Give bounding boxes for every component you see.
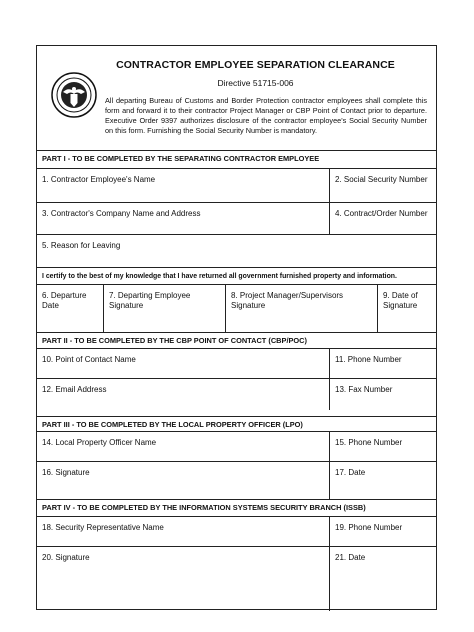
part4-header <box>37 499 436 516</box>
separation-clearance-form <box>36 45 437 610</box>
field-ssn[interactable] <box>329 169 436 202</box>
form-title: CONTRACTOR EMPLOYEE SEPARATION CLEARANCE <box>116 59 395 71</box>
field-company-name-address[interactable] <box>37 203 329 234</box>
field-date-of-signature[interactable] <box>377 285 436 332</box>
part2-row1 <box>37 348 436 378</box>
field-label: 3. Contractor's Company Name and Address <box>42 209 201 218</box>
field-label: 13. Fax Number <box>335 385 393 394</box>
field-label: 15. Phone Number <box>335 438 403 447</box>
field-employee-signature[interactable] <box>103 285 225 332</box>
field-lpo-date[interactable] <box>329 462 436 499</box>
field-label: 17. Date <box>335 468 366 477</box>
field-employee-name[interactable] <box>37 169 329 202</box>
field-supervisor-signature[interactable] <box>225 285 377 332</box>
field-lpo-signature[interactable] <box>37 462 329 499</box>
field-label: 10. Point of Contact Name <box>42 355 136 364</box>
field-label: 2. Social Security Number <box>335 175 428 184</box>
field-label: 9. Date of Signature <box>383 291 418 310</box>
field-security-rep-phone[interactable] <box>329 517 436 546</box>
field-label: 11. Phone Number <box>335 355 402 364</box>
certification-row <box>37 267 436 284</box>
part3-row2 <box>37 461 436 499</box>
intro-text: All departing Bureau of Customs and Border Protection contractor employees shall complete this form and forward it to their contractor Project Manager or CBP Point of Contact prior to departure. Executive Order 9397 authorizes disclosure of the contractor employee's Social Security Number on this form. Furnishing the Social Security Number is mandatory. <box>105 96 427 135</box>
field-departure-date[interactable] <box>37 285 103 332</box>
part1-row1 <box>37 168 436 202</box>
directive-number: Directive 51715-006 <box>217 78 294 88</box>
field-poc-email[interactable] <box>37 379 329 410</box>
field-label: 21. Date <box>335 553 366 562</box>
field-poc-phone[interactable] <box>329 349 436 378</box>
field-label: 20. Signature <box>42 553 90 562</box>
field-label: 18. Security Representative Name <box>42 523 164 532</box>
field-label: 4. Contract/Order Number <box>335 209 428 218</box>
field-label: 6. Departure Date <box>42 291 87 310</box>
field-label: 1. Contractor Employee's Name <box>42 175 156 184</box>
field-poc-fax[interactable] <box>329 379 436 410</box>
part1-title: PART I - TO BE COMPLETED BY THE SEPARATING CONTRACTOR EMPLOYEE <box>42 154 320 163</box>
part3-title: PART III - TO BE COMPLETED BY THE LOCAL PROPERTY OFFICER (LPO) <box>42 420 303 429</box>
field-label: 14. Local Property Officer Name <box>42 438 157 447</box>
part1-row2 <box>37 202 436 234</box>
part1-row4 <box>37 284 436 332</box>
part4-row2 <box>37 546 436 611</box>
field-reason-for-leaving[interactable] <box>37 235 436 267</box>
field-contract-number[interactable] <box>329 203 436 234</box>
field-label: 19. Phone Number <box>335 523 403 532</box>
part2-title: PART II - TO BE COMPLETED BY THE CBP POINT OF CONTACT (CBP/POC) <box>42 336 307 345</box>
part3-row1 <box>37 431 436 461</box>
field-label: 7. Departing Employee Signature <box>109 291 191 310</box>
part4-title: PART IV - TO BE COMPLETED BY THE INFORMATION SYSTEMS SECURITY BRANCH (ISSB) <box>42 503 366 512</box>
field-label: 16. Signature <box>42 468 90 477</box>
part1-row3 <box>37 234 436 267</box>
field-label: 5. Reason for Leaving <box>42 241 121 250</box>
part1-header <box>37 150 436 168</box>
part2-header <box>37 332 436 348</box>
field-lpo-name[interactable] <box>37 432 329 461</box>
field-label: 12. Email Address <box>42 385 107 394</box>
field-label: 8. Project Manager/Supervisors Signature <box>231 291 344 310</box>
field-security-rep-name[interactable] <box>37 517 329 546</box>
certification-statement: I certify to the best of my knowledge that I have returned all government furnished property and information. <box>42 273 397 280</box>
part2-row2 <box>37 378 436 410</box>
part4-row1 <box>37 516 436 546</box>
field-security-rep-signature[interactable] <box>37 547 329 611</box>
field-poc-name[interactable] <box>37 349 329 378</box>
field-lpo-phone[interactable] <box>329 432 436 461</box>
form-header <box>37 46 436 150</box>
field-security-rep-date[interactable] <box>329 547 436 611</box>
part3-header <box>37 416 436 431</box>
